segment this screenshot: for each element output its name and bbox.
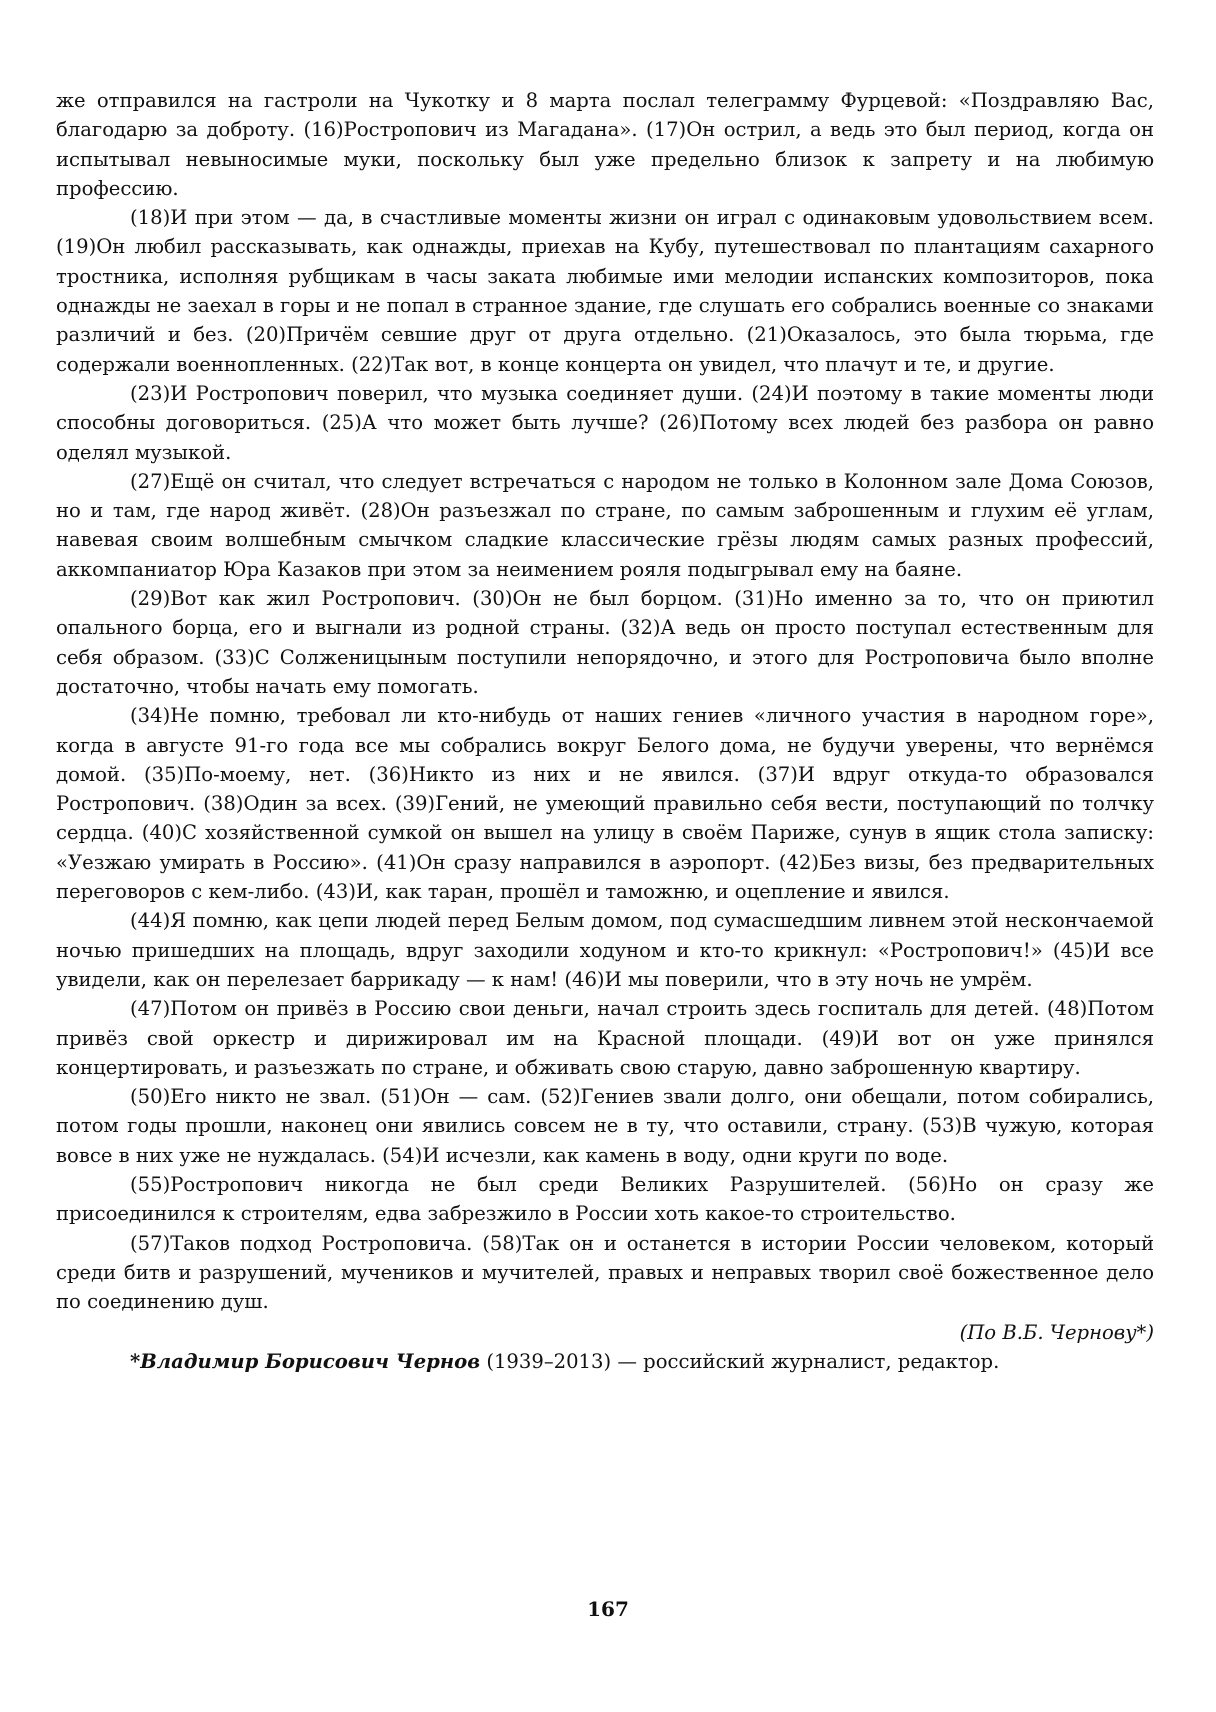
page-number: 167: [587, 1597, 629, 1621]
paragraph-6: (34)Не помню, требовал ли кто-нибудь от наших гениев «личного участия в народном горе», когда в августе 91-го года все мы собрались вокруг Белого дома, не будучи уверены, что вернёмся домой. (35)По-моему, нет. (36)Никто из них и не явился. (37)И вдруг откуда-то образовался Ростропович. (38)Один за всех. (39)Гений, не умеющий правильно себя вести, поступающий по толчку сердца. (40)С хозяйственной сумкой он вышел на улицу в своём Париже, сунув в ящик стола записку: «Уезжаю умирать в Россию». (41)Он сразу направился в аэропорт. (42)Без визы, без предварительных переговоров с кем-либо. (43)И, как таран, прошёл и таможню, и оцепление и явился.: [56, 704, 1154, 904]
footnote: [56, 1347, 1154, 1376]
paragraph-8: (47)Потом он привёз в Россию свои деньги, начал строить здесь госпиталь для детей. (48)Потом привёз свой оркестр и дирижировал им на Красной площади. (49)И вот он уже принялся концертировать, и разъезжать по стране, и обживать свою старую, давно заброшенную квартиру.: [56, 997, 1154, 1079]
text-body: [56, 86, 1154, 1376]
paragraph-11: (57)Таков подход Ростроповича. (58)Так он и останется в истории России человеком, который среди битв и разрушений, мучеников и мучителей, правых и неправых творил своё божественное дело по соединению душ.: [56, 1231, 1154, 1314]
paragraph-9: (50)Его никто не звал. (51)Он — сам. (52)Гениев звали долго, они обещали, потом собирались, потом годы прошли, наконец они явились совсем не в ту, что оставили, страну. (53)В чужую, которая вовсе в них уже не нуждалась. (54)И исчезли, как камень в воду, одни круги по воде.: [56, 1085, 1154, 1167]
source-attribution: (По В.Б. Чернову*): [959, 1321, 1154, 1345]
paragraph-2: (18)И при этом — да, в счастливые моменты жизни он играл с одинаковым удовольствием всем. (19)Он любил рассказывать, как однажды, приехав на Кубу, путешествовал по плантациям сахарного тростника, исполняя рубщикам в часы заката любимые ими мелодии испанских композиторов, пока однажды не заехал в горы и не попал в странное здание, где слушать его собрались военные со знаками различий и без. (20)Причём севшие друг от друга отдельно. (21)Оказалось, это была тюрьма, где содержали военнопленных. (22)Так вот, в конце концерта он увидел, что плачут и те, и другие.: [56, 206, 1154, 376]
paragraph-5: (29)Вот как жил Ростропович. (30)Он не был борцом. (31)Но именно за то, что он приютил опального борца, его и выгнали из родной страны. (32)А ведь он просто поступал естественным для себя образом. (33)С Солженицыным поступили непорядочно, и этого для Ростроповича было вполне достаточно, чтобы начать ему помогать.: [56, 587, 1154, 698]
paragraph-10: (55)Ростропович никогда не был среди Великих Разрушителей. (56)Но он сразу же присоединился к строителям, едва забрезжило в России хоть какое-то строительство.: [56, 1172, 1154, 1226]
paragraph-3: (23)И Ростропович поверил, что музыка соединяет души. (24)И поэтому в такие моменты люди способны договориться. (25)А что может быть лучше? (26)Потому всех людей без разбора он равно оделял музыкой.: [56, 381, 1154, 464]
footnote-text: (1939–2013) — российский журналист, редактор.: [480, 1350, 1000, 1374]
paragraph-4: (27)Ещё он считал, что следует встречаться с народом не только в Колонном зале Дома Союзов, но и там, где народ живёт. (28)Он разъезжал по стране, по самым заброшенным и глухим её углам, навевая своим волшебным смычком сладкие классические грёзы людям самых разных профессий, аккомпаниатор Юра Казаков при этом за неимением рояля подыгрывал ему на баяне.: [56, 469, 1154, 581]
paragraph-1: же отправился на гастроли на Чукотку и 8 марта послал телеграмму Фурцевой: «Поздравляю Вас, благодарю за доброту. (16)Ростропович из Магадана». (17)Он острил, а ведь это был период, когда он испытывал невыносимые муки, поскольку был уже предельно близок к запрету и на любимую профессию.: [56, 89, 1154, 200]
footnote-author-name: *Владимир Борисович Чернов: [130, 1350, 481, 1374]
paragraph-7: (44)Я помню, как цепи людей перед Белым домом, под сумасшедшим ливнем этой нескончаемой ночью пришедших на площадь, вдруг заходили ходуном и кто-то крикнул: «Ростропович!» (45)И все увидели, как он перелезает баррикаду — к нам! (46)И мы поверили, что в эту ночь не умрём.: [56, 909, 1154, 991]
